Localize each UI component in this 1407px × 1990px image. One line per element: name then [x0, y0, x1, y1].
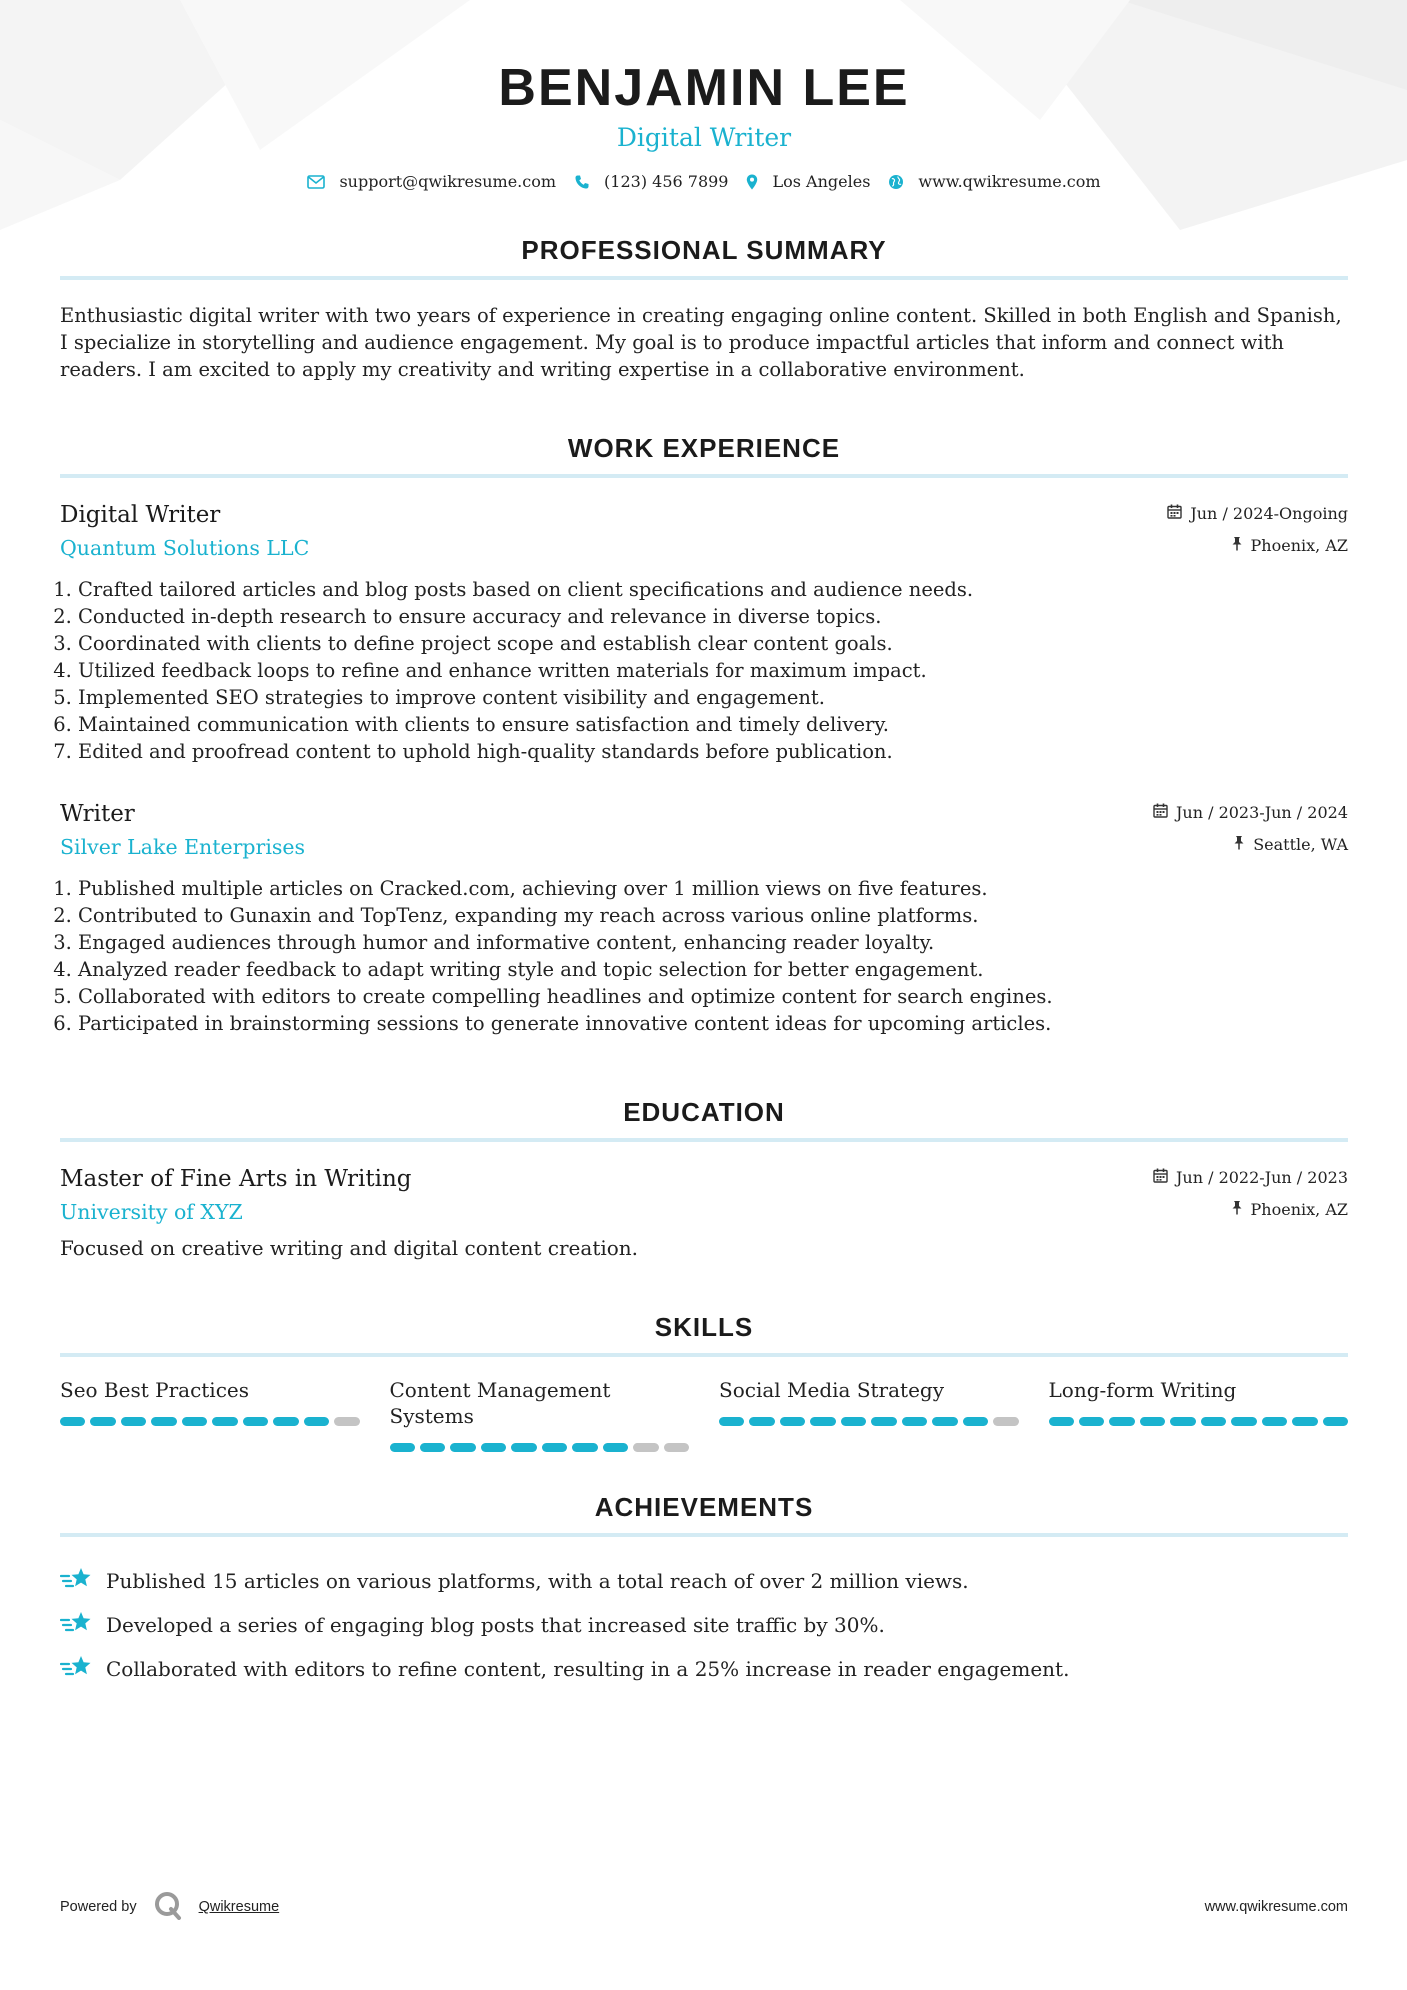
list-item: 5. Collaborated with editors to create compelling headlines and optimize content for search engines. — [78, 983, 1348, 1010]
achievements-section — [60, 1492, 1348, 1691]
page-footer — [60, 1890, 1348, 1924]
contact-email[interactable] — [307, 172, 556, 191]
skill-level-segment — [1201, 1417, 1226, 1426]
list-item: 7. Edited and proofread content to uphold high-quality standards before publication. — [78, 738, 1348, 765]
education-entry — [60, 1164, 1348, 1262]
education-section — [60, 1097, 1348, 1262]
summary-heading: PROFESSIONAL SUMMARY — [60, 235, 1348, 280]
skill-level-segment — [1292, 1417, 1317, 1426]
map-pin-icon — [746, 174, 758, 190]
skill-level-segment — [212, 1417, 237, 1426]
job-title: Digital Writer — [60, 502, 221, 528]
job-title: Writer — [60, 801, 135, 827]
list-item: 1. Crafted tailored articles and blog posts based on client specifications and audience needs. — [78, 576, 1348, 603]
summary-text: Enthusiastic digital writer with two years of experience in creating engaging online content. Skilled in both English and Spanish, I specialize in storytelling and audience engagement. My goal is to produce impactful articles that inform and connect with readers. I am excited to apply my creativity and writing expertise in a collaborative environment. — [60, 304, 1342, 381]
skill-level-segment — [481, 1443, 506, 1452]
job-entry — [60, 500, 1348, 765]
job-entry — [60, 799, 1348, 1037]
education-dates — [1153, 1168, 1348, 1187]
list-item: 4. Utilized feedback loops to refine and enhance written materials for maximum impact. — [78, 657, 1348, 684]
job-bullets — [60, 576, 1348, 765]
candidate-name: BENJAMIN LEE — [498, 59, 910, 117]
powered-by — [60, 1890, 279, 1924]
skill-level-segment — [780, 1417, 805, 1426]
skill-level-segment — [60, 1417, 85, 1426]
skill-level-segment — [871, 1417, 896, 1426]
skill-name: Long-form Writing — [1048, 1378, 1237, 1402]
skill-level-segment — [1140, 1417, 1165, 1426]
skill-level-segment — [932, 1417, 957, 1426]
skill-level-segment — [182, 1417, 207, 1426]
job-location — [1231, 536, 1348, 555]
job-location — [1233, 835, 1348, 854]
skill-level-segment — [151, 1417, 176, 1426]
education-dates-text: Jun / 2022-Jun / 2023 — [1175, 1168, 1348, 1187]
skill-level-segment — [603, 1443, 628, 1452]
job-location-text: Seattle, WA — [1253, 835, 1348, 854]
achievements-heading: ACHIEVEMENTS — [60, 1492, 1348, 1537]
list-item: 4. Analyzed reader feedback to adapt writing style and topic selection for better engagement. — [78, 956, 1348, 983]
list-item: 5. Implemented SEO strategies to improve content visibility and engagement. — [78, 684, 1348, 711]
qwikresume-logo-icon — [153, 1890, 183, 1924]
skill-item — [60, 1377, 360, 1452]
website-text: www.qwikresume.com — [918, 172, 1101, 191]
calendar-icon — [1167, 504, 1182, 523]
education-location — [1231, 1200, 1348, 1219]
list-item: 1. Published multiple articles on Cracked.com, achieving over 1 million views on five features. — [78, 875, 1348, 902]
skill-level-segment — [664, 1443, 689, 1452]
skill-level-bar — [390, 1443, 690, 1452]
list-item: 6. Participated in brainstorming sessions to generate innovative content ideas for upcoming articles. — [78, 1010, 1348, 1037]
location-text: Los Angeles — [772, 172, 871, 191]
skill-name: Seo Best Practices — [60, 1378, 250, 1402]
contact-website[interactable] — [888, 172, 1100, 191]
resume-header — [60, 0, 1348, 191]
contact-phone[interactable] — [574, 172, 728, 191]
email-text: support@qwikresume.com — [339, 172, 557, 191]
calendar-icon — [1153, 803, 1168, 822]
skill-level-segment — [749, 1417, 774, 1426]
skill-level-segment — [719, 1417, 744, 1426]
shooting-star-icon — [60, 1565, 94, 1597]
skill-level-segment — [542, 1443, 567, 1452]
job-dates — [1153, 803, 1348, 822]
list-item: 2. Conducted in-depth research to ensure accuracy and relevance in diverse topics. — [78, 603, 1348, 630]
skill-level-segment — [121, 1417, 146, 1426]
list-item: 6. Maintained communication with clients to ensure satisfaction and timely delivery. — [78, 711, 1348, 738]
calendar-icon — [1153, 1168, 1168, 1187]
skill-level-segment — [572, 1443, 597, 1452]
achievement-text: Developed a series of engaging blog posts that increased site traffic by 30%. — [106, 1613, 885, 1637]
contact-location — [746, 172, 870, 191]
achievement-item — [60, 1647, 1348, 1691]
skill-level-segment — [1079, 1417, 1104, 1426]
degree-title: Master of Fine Arts in Writing — [60, 1166, 412, 1192]
achievement-text: Published 15 articles on various platforms, with a total reach of over 2 million views. — [106, 1569, 969, 1593]
skill-level-segment — [450, 1443, 475, 1452]
shooting-star-icon — [60, 1653, 94, 1685]
skills-list — [60, 1377, 1348, 1452]
resume-page — [60, 0, 1348, 1691]
skill-level-segment — [1170, 1417, 1195, 1426]
education-description: Focused on creative writing and digital content creation. — [60, 1236, 639, 1260]
job-dates-text: Jun / 2023-Jun / 2024 — [1175, 803, 1348, 822]
skill-level-bar — [1049, 1417, 1349, 1426]
skill-level-segment — [633, 1443, 658, 1452]
phone-text: (123) 456 7899 — [604, 172, 729, 191]
skill-level-segment — [243, 1417, 268, 1426]
skill-level-segment — [1049, 1417, 1074, 1426]
achievement-text: Collaborated with editors to refine content, resulting in a 25% increase in reader engagement. — [106, 1657, 1070, 1681]
list-item: 3. Engaged audiences through humor and informative content, enhancing reader loyalty. — [78, 929, 1348, 956]
pushpin-icon — [1231, 536, 1243, 555]
footer-website[interactable]: www.qwikresume.com — [1204, 1899, 1348, 1915]
candidate-title: Digital Writer — [616, 123, 792, 152]
achievement-item — [60, 1603, 1348, 1647]
contact-bar — [60, 172, 1348, 191]
skill-item — [390, 1377, 690, 1452]
company-name: Quantum Solutions LLC — [60, 536, 310, 560]
skill-item — [719, 1377, 1019, 1452]
job-location-text: Phoenix, AZ — [1250, 536, 1348, 555]
powered-by-label: Powered by — [60, 1899, 137, 1915]
skill-level-segment — [334, 1417, 359, 1426]
skill-name: Content Management Systems — [389, 1378, 611, 1428]
job-bullets — [60, 875, 1348, 1037]
phone-icon — [574, 174, 590, 190]
skills-heading: SKILLS — [60, 1312, 1348, 1357]
skill-level-segment — [1109, 1417, 1134, 1426]
skills-section — [60, 1312, 1348, 1452]
skill-level-segment — [810, 1417, 835, 1426]
skill-item — [1049, 1377, 1349, 1452]
achievements-list — [60, 1559, 1348, 1691]
skill-level-segment — [511, 1443, 536, 1452]
education-location-text: Phoenix, AZ — [1250, 1200, 1348, 1219]
skill-level-segment — [993, 1417, 1018, 1426]
skill-level-segment — [1323, 1417, 1348, 1426]
list-item: 3. Coordinated with clients to define project scope and establish clear content goals. — [78, 630, 1348, 657]
skill-level-segment — [90, 1417, 115, 1426]
brand-link[interactable]: Qwikresume — [198, 1899, 280, 1915]
shooting-star-icon — [60, 1609, 94, 1641]
achievement-item — [60, 1559, 1348, 1603]
job-dates-text: Jun / 2024-Ongoing — [1190, 504, 1348, 523]
globe-icon — [888, 174, 904, 190]
envelope-icon — [307, 175, 325, 189]
summary-section — [60, 235, 1348, 383]
pushpin-icon — [1231, 1200, 1243, 1219]
skill-level-segment — [902, 1417, 927, 1426]
skill-level-segment — [963, 1417, 988, 1426]
skill-level-segment — [273, 1417, 298, 1426]
skill-level-segment — [1262, 1417, 1287, 1426]
skill-level-segment — [420, 1443, 445, 1452]
skill-level-bar — [60, 1417, 360, 1426]
pushpin-icon — [1233, 835, 1245, 854]
skill-level-segment — [304, 1417, 329, 1426]
skill-level-segment — [1231, 1417, 1256, 1426]
job-dates — [1167, 504, 1348, 523]
skill-level-segment — [390, 1443, 415, 1452]
experience-section — [60, 433, 1348, 1037]
education-heading: EDUCATION — [60, 1097, 1348, 1142]
company-name: Silver Lake Enterprises — [60, 835, 306, 859]
skill-name: Social Media Strategy — [719, 1378, 945, 1402]
school-name: University of XYZ — [60, 1200, 243, 1224]
experience-heading: WORK EXPERIENCE — [60, 433, 1348, 478]
skill-level-segment — [841, 1417, 866, 1426]
list-item: 2. Contributed to Gunaxin and TopTenz, expanding my reach across various online platforms. — [78, 902, 1348, 929]
skill-level-bar — [719, 1417, 1019, 1426]
